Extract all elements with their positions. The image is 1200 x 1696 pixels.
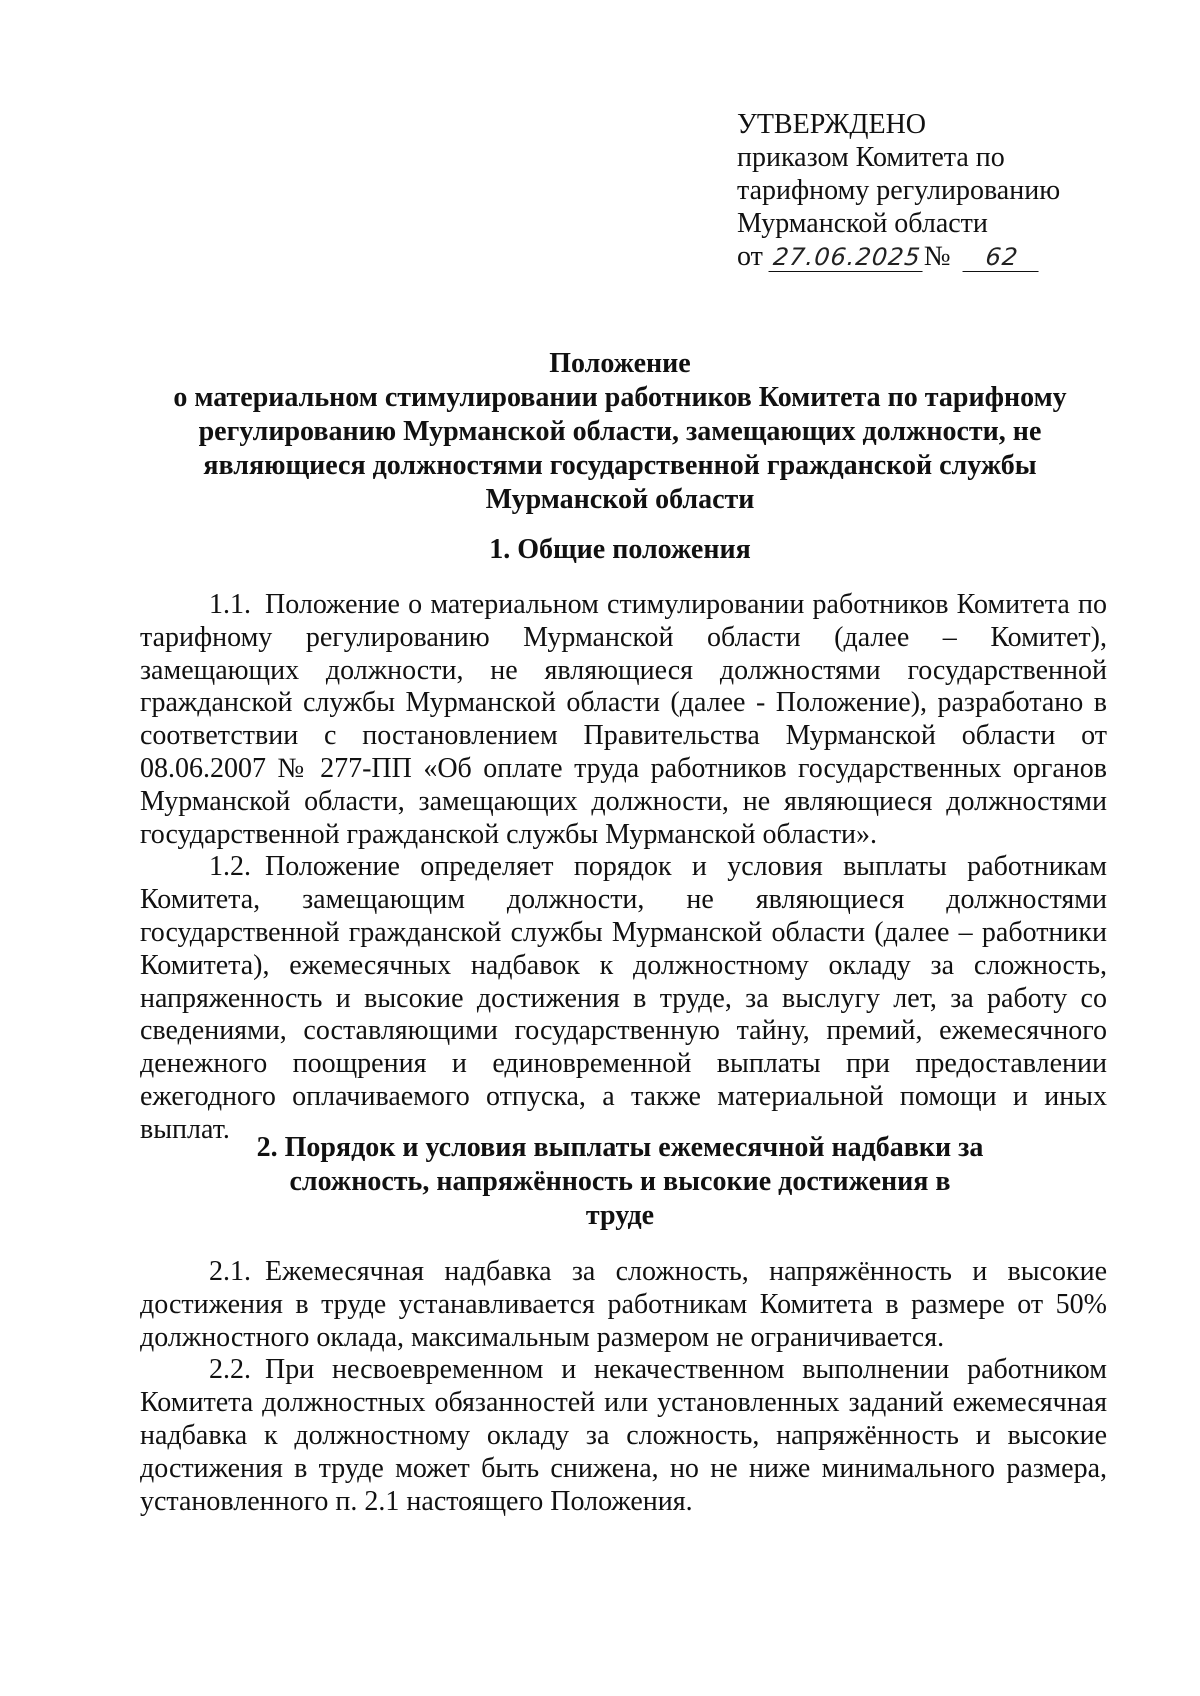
approval-line-1: приказом Комитета по (737, 142, 1005, 173)
section-1-heading (130, 533, 1110, 567)
section-2-heading-line-1: 2. Порядок и условия выплаты ежемесячной надбавки за (256, 1132, 984, 1163)
section-1-heading-text: 1. Общие положения (489, 534, 751, 565)
section-2-body (140, 1256, 1107, 1518)
title-line-2: о материальном стимулировании работников Комитета по тарифному (173, 382, 1067, 413)
paragraph-2-1-number: 2.1. (209, 1256, 251, 1287)
paragraph-2-2 (140, 1354, 1107, 1518)
paragraph-1-1 (140, 589, 1107, 851)
paragraph-2-2-text: При несвоевременном и некачественном выполнении работником Комитета должностных обязанностей или установленных заданий ежемесячная надбавка к должностному окладу за сложность, напряжённость и высокие достижения в труде может быть снижена, но не ниже минимального размера, установленного п. 2.1 настоящего Положения. (140, 1354, 1107, 1517)
approval-number-handwritten: 62 (962, 243, 1041, 272)
approval-heading: УТВЕРЖДЕНО (737, 109, 927, 140)
section-2-heading-line-3: труде (585, 1200, 655, 1231)
paragraph-1-1-text: Положение о материальном стимулировании работников Комитета по тарифному регулированию Мурманской области (далее – Комитет), замещающих должности, не являющиеся должностями государственной гражданской службы Мурманской области (далее - Положение), разработано в соответствии с постановлением Правительства Мурманской области от 08.06.2007 № 277-ПП «Об оплате труда работников государственных органов Мурманской области, замещающих должности, не являющиеся должностями государственной гражданской службы Мурманской области». (140, 589, 1107, 850)
paragraph-2-1-text: Ежемесячная надбавка за сложность, напряжённость и высокие достижения в труде устанавливается работникам Комитета в размере от 50% должностного оклада, максимальным размером не ограничивается. (140, 1256, 1107, 1353)
paragraph-1-2 (140, 851, 1107, 1146)
paragraph-1-2-number: 1.2. (209, 851, 251, 883)
approval-line-2: тарифному регулированию (737, 175, 1061, 206)
approval-line-3: Мурманской области (737, 208, 988, 239)
paragraph-2-2-number: 2.2. (209, 1354, 251, 1386)
paragraph-1-2-text: Положение определяет порядок и условия выплаты работникам Комитета, замещающим должности, не являющиеся должностями государственной гражданской службы Мурманской области (далее – работники Комитета), ежемесячных надбавок к должностному окладу за сложность, напряженность и высокие достижения в труде, за выслугу лет, за работу со сведениями, составляющими государственную тайну, премий, ежемесячного денежного поощрения и единовременной выплаты при предоставлении ежегодного оплачиваемого отпуска, а также материальной помощи и иных выплат. (140, 851, 1107, 1145)
paragraph-2-1 (140, 1256, 1107, 1354)
approval-date-prefix: от (737, 241, 763, 272)
title-line-1: Положение (549, 348, 691, 379)
section-2-heading-line-2: сложность, напряжённость и высокие достижения в (289, 1166, 951, 1197)
approval-stamp (737, 108, 1060, 273)
section-2-heading (130, 1131, 1110, 1233)
title-line-5: Мурманской области (485, 484, 755, 515)
approval-number-label: № (923, 241, 951, 272)
paragraph-1-1-number: 1.1. (209, 589, 251, 620)
title-line-4: являющиеся должностями государственной гражданской службы (203, 450, 1037, 481)
approval-date-line (737, 240, 1060, 273)
section-1-body (140, 589, 1107, 1147)
approval-date-handwritten: 27.06.2025 (768, 243, 925, 272)
title-line-3: регулированию Мурманской области, замещающих должности, не (198, 416, 1042, 447)
document-title (130, 347, 1110, 517)
